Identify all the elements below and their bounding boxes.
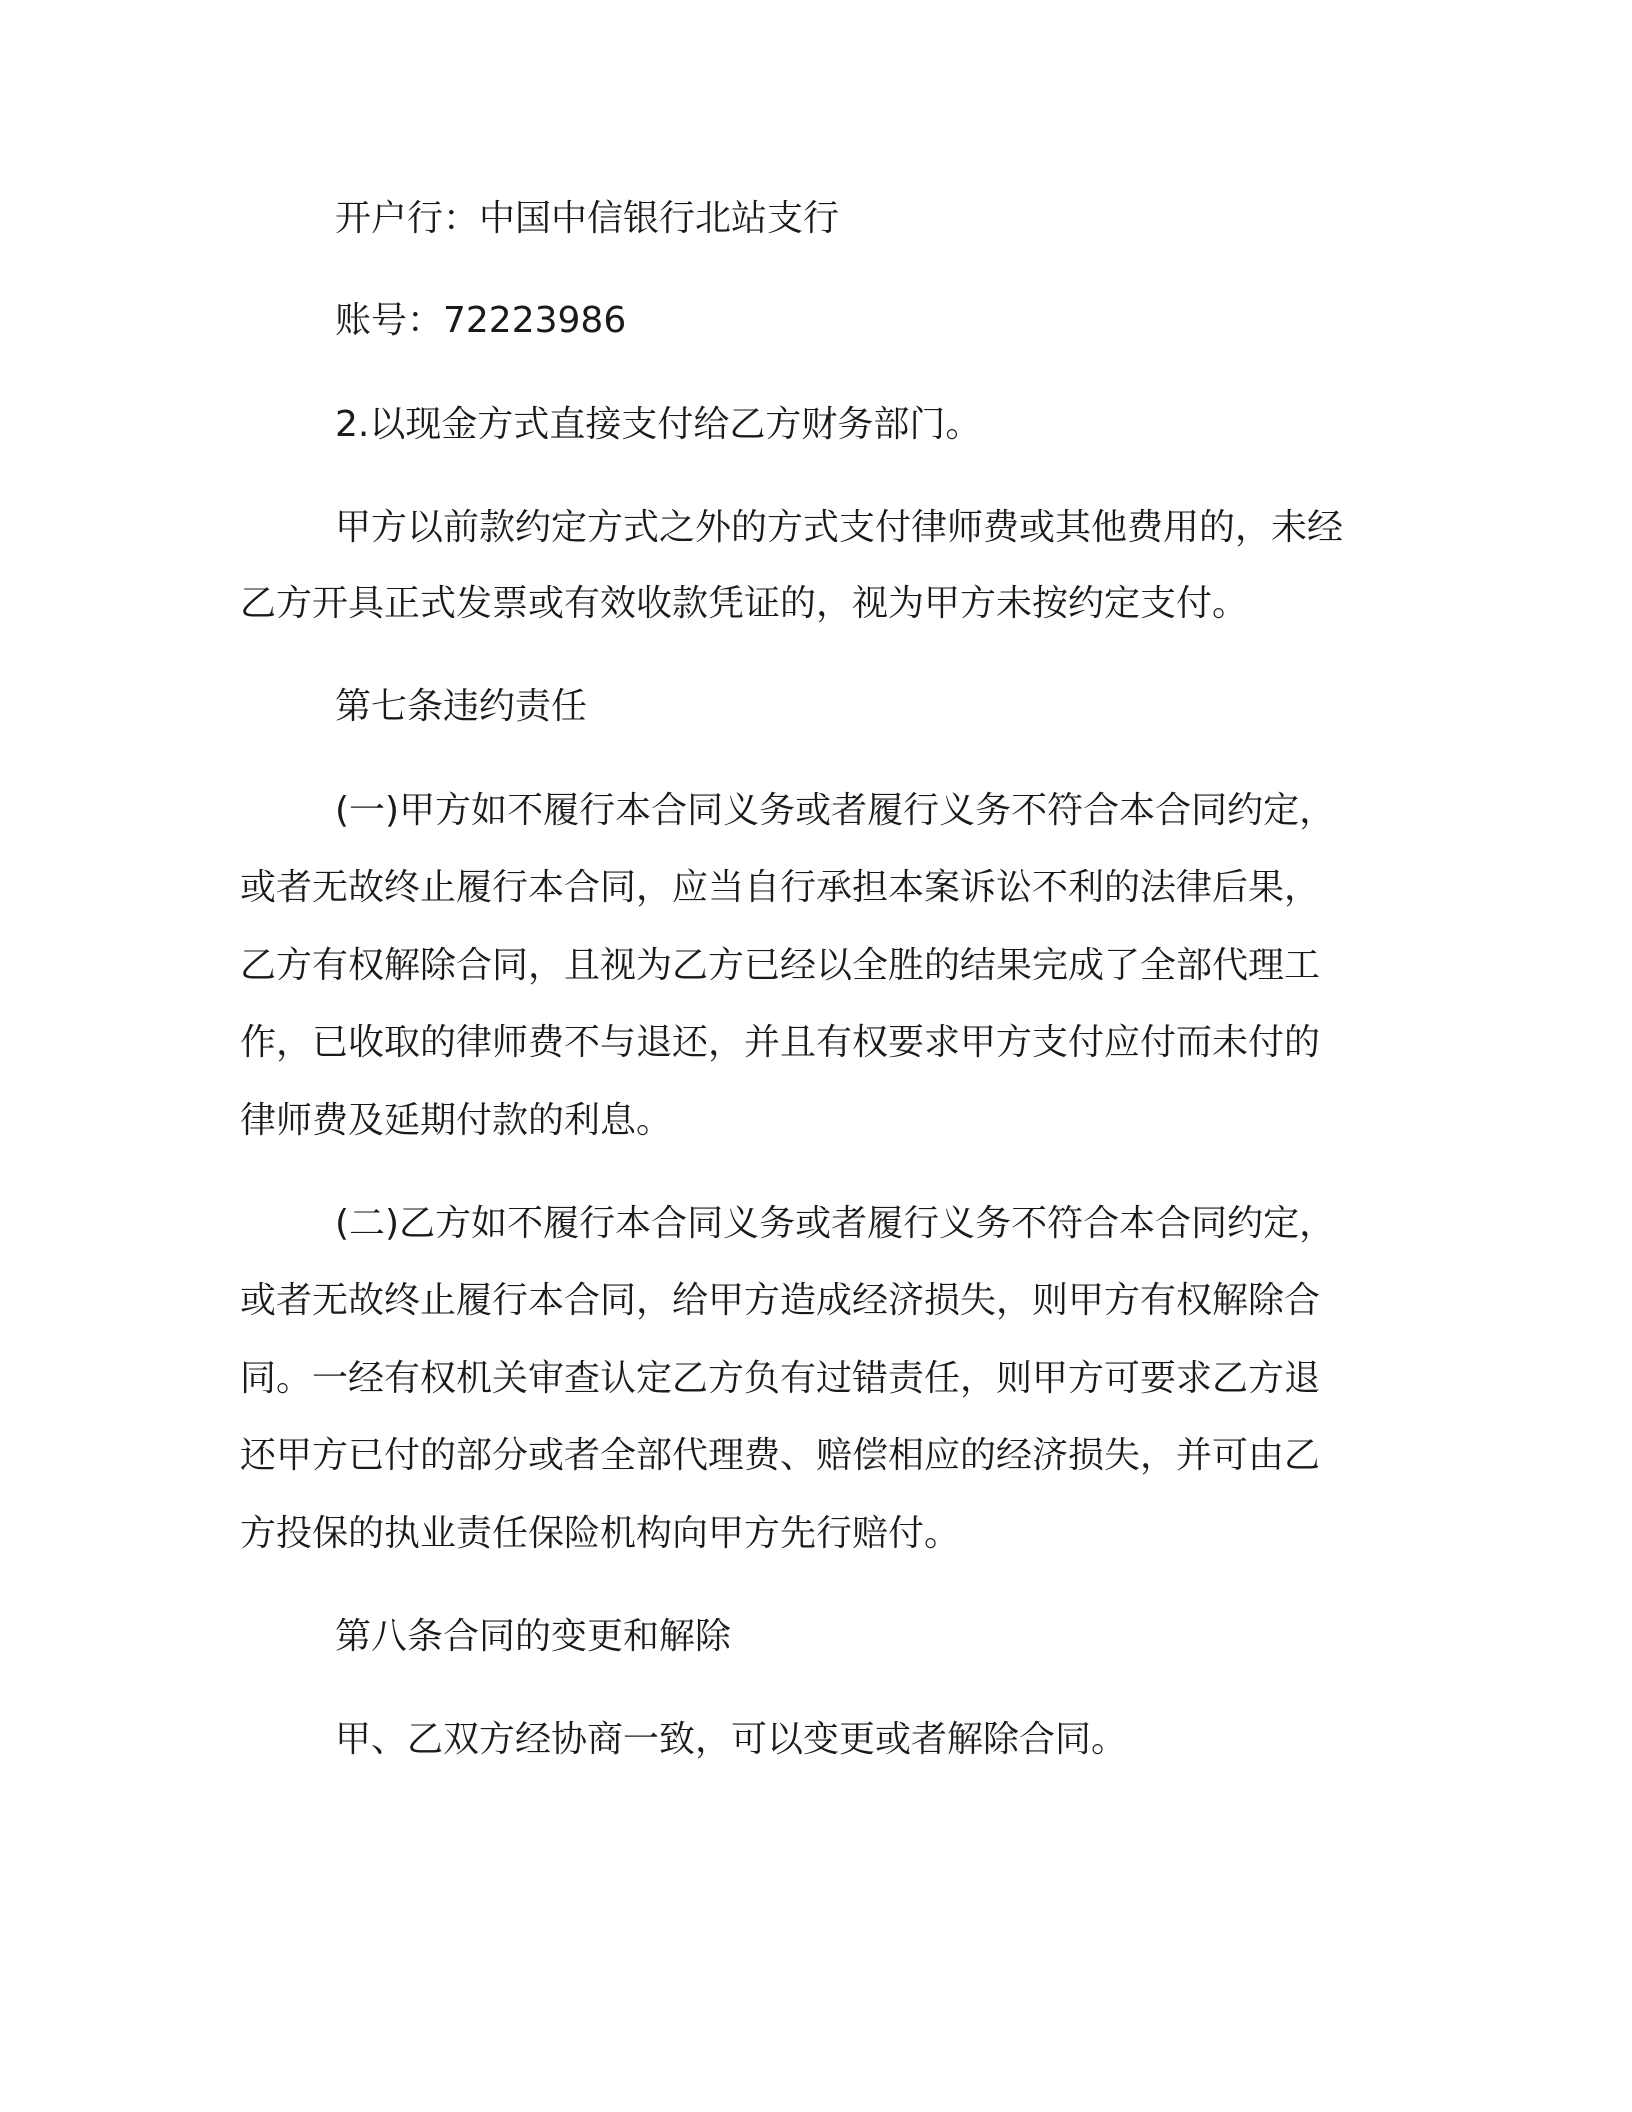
paragraph-line: 方投保的执业责任保险机构向甲方先行赔付。	[240, 1513, 961, 1554]
paragraph-line: 甲方以前款约定方式之外的方式支付律师费或其他费用的，未经	[335, 507, 1344, 548]
article-8-heading: 第八条合同的变更和解除	[335, 1616, 732, 1657]
bank-line: 开户行：中国中信银行北站支行	[335, 198, 840, 239]
paragraph-line: 同。一经有权机关审查认定乙方负有过错责任，则甲方可要求乙方退	[240, 1358, 1321, 1399]
paragraph-line: 作，已收取的律师费不与退还，并且有权要求甲方支付应付而未付的	[240, 1022, 1321, 1063]
article-8-text: 甲、乙双方经协商一致，可以变更或者解除合同。	[335, 1719, 1128, 1760]
paragraph-line: 乙方开具正式发票或有效收款凭证的，视为甲方未按约定支付。	[240, 583, 1249, 624]
article-7-heading: 第七条违约责任	[335, 686, 588, 727]
paragraph-line: 还甲方已付的部分或者全部代理费、赔偿相应的经济损失，并可由乙	[240, 1435, 1321, 1476]
paragraph-line: 乙方有权解除合同，且视为乙方已经以全胜的结果完成了全部代理工	[240, 945, 1321, 986]
paragraph-line: (一)甲方如不履行本合同义务或者履行义务不符合本合同约定，	[335, 790, 1336, 831]
paragraph-line: 或者无故终止履行本合同，给甲方造成经济损失，则甲方有权解除合	[240, 1280, 1321, 1321]
paragraph-line: 或者无故终止履行本合同，应当自行承担本案诉讼不利的法律后果，	[240, 867, 1321, 908]
account-line: 账号：72223986	[335, 300, 627, 341]
paragraph-line: (二)乙方如不履行本合同义务或者履行义务不符合本合同约定，	[335, 1203, 1336, 1244]
paragraph-line: 律师费及延期付款的利息。	[240, 1100, 673, 1141]
cash-payment-line: 2.以现金方式直接支付给乙方财务部门。	[335, 404, 982, 445]
